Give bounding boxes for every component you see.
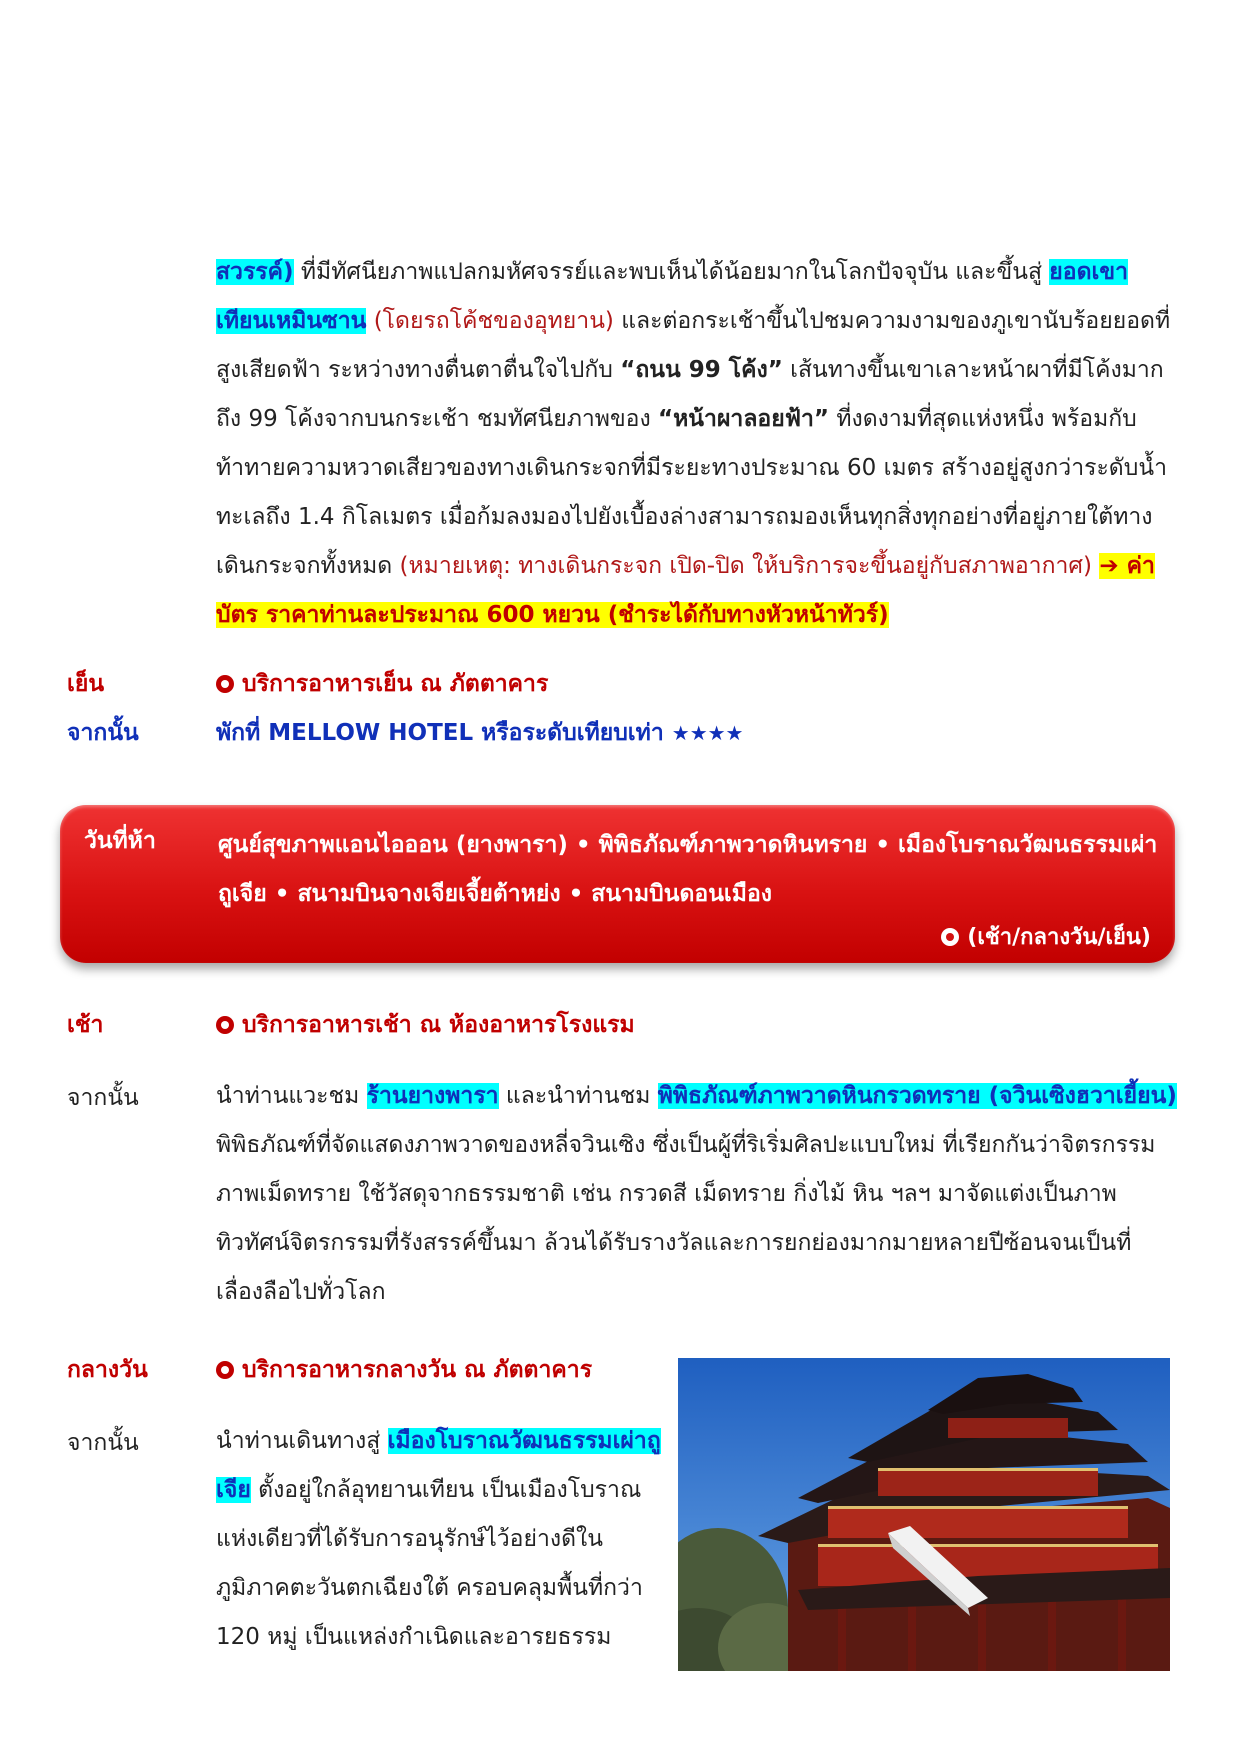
- visit1-then-label: จากนั้น: [67, 1085, 139, 1111]
- star-rating-icon: ★★★★: [671, 721, 744, 745]
- breakfast-text: บริการอาหารเช้า ณ ห้องอาหารโรงแรม: [242, 1012, 635, 1038]
- hotel-text: พักที่ MELLOW HOTEL หรือระดับเทียบเท่า: [216, 720, 664, 746]
- dish-icon: [216, 675, 234, 693]
- dish-icon: [941, 928, 959, 946]
- hotel-then-label: จากนั้น: [67, 720, 139, 746]
- ticket-fee-note: ➔ ค่าบัตร ราคาท่านละประมาณ 600 หยวน (ชำระได้กับทางหัวหน้าทัวร์): [216, 553, 1155, 628]
- visit1-paragraph: [216, 1072, 1178, 1317]
- hotel-line: [216, 715, 743, 751]
- day5-banner: [60, 805, 1175, 963]
- note-coach-bus: (โดยรถโค้ชของอุทยาน): [366, 308, 614, 334]
- dinner-label: เย็น: [67, 671, 105, 697]
- tujia-pavilion-photo: [678, 1358, 1170, 1671]
- intro-paragraph: [216, 248, 1178, 640]
- highlight-heaven: สวรรค์): [216, 259, 294, 285]
- day5-route: ศูนย์สุขภาพแอนไอออน (ยางพารา) • พิพิธภัณฑ์ภาพวาดหินทราย • เมืองโบราณวัฒนธรรมเผ่าถูเจีย • สนามบินจางเจียเจี้ยต้าหย่ง • สนามบินดอนเมือง: [218, 832, 1158, 907]
- dish-icon: [216, 1361, 234, 1379]
- highlight-tujia-town: เมืองโบราณวัฒนธรรมเผ่าถูเจีย: [216, 1428, 661, 1503]
- dish-icon: [216, 1016, 234, 1034]
- visit1-text-3: พิพิธภัณฑ์ที่จัดแสดงภาพวาดของหลี่จวินเซิง ซึ่งเป็นผู้ที่ริเริ่มศิลปะแบบใหม่ ที่เรียกกันว่าจิตรกรรมภาพเม็ดทราย ใช้วัสดุจากธรรมชาติ เช่น กรวดสี เม็ดทราย กิ่งไม้ หิน ฯลฯ มาจัดแต่งเป็นภาพทิวทัศน์จิตรกรรมที่รังสรรค์ขึ้นมา ล้วนได้รับรางวัลและการยกย่องมากมายหลายปีซ้อนจนเป็นที่เลื่องลือไปทั่วโลก: [216, 1132, 1156, 1305]
- road-99-bends: “ถนน 99 โค้ง”: [620, 357, 783, 383]
- day5-meals: [941, 919, 1151, 954]
- visit2-paragraph: [216, 1417, 664, 1662]
- intro-text-3: เส้นทางขึ้นเขาเลาะหน้าผาที่มีโค้งมากถึง 99 โค้งจากบนกระเช้า ชมทัศนียภาพของ: [216, 357, 1164, 432]
- intro-text-4: ที่งดงามที่สุดแห่งหนึ่ง พร้อมกับท้าทายความหวาดเสียวของทางเดินกระจกที่มีระยะทางประมาณ 60 เมตร สร้างอยู่สูงกว่าระดับน้ำทะเลถึง 1.4 กิโลเมตร เมื่อก้มลงมองไปยังเบื้องล่างสามารถมองเห็นทุกสิ่งทุกอย่างที่อยู่ภายใต้ทางเดินกระจกทั้งหมด: [216, 406, 1167, 579]
- lunch-service: [216, 1352, 592, 1388]
- intro-text-2: และต่อกระเช้าขึ้นไปชมความงามของภูเขานับร้อยยอดที่สูงเสียดฟ้า ระหว่างทางตื่นตาตื่นใจไปกับ: [216, 308, 1171, 383]
- highlight-tianmen-peak: ยอดเขาเทียนเหมินซาน: [216, 259, 1129, 334]
- highlight-sand-museum: พิพิธภัณฑ์ภาพวาดหินกรวดทราย (จวินเซิงฮวาเยี้ยน): [657, 1083, 1177, 1109]
- highlight-rubber-shop: ร้านยางพารา: [366, 1083, 499, 1109]
- lunch-text: บริการอาหารกลางวัน ณ ภัตตาคาร: [242, 1357, 593, 1383]
- day5-label: วันที่ห้า: [84, 828, 156, 854]
- dinner-service: [216, 666, 548, 702]
- breakfast-label: เช้า: [67, 1012, 104, 1038]
- glass-walk-remark: (หมายเหตุ: ทางเดินกระจก เปิด-ปิด ให้บริการจะขึ้นอยู่กับสภาพอากาศ): [392, 553, 1093, 579]
- visit1-text-2: และนำท่านชม: [498, 1083, 658, 1109]
- lunch-label: กลางวัน: [67, 1357, 148, 1383]
- visit1-text-1: นำท่านแวะชม: [216, 1083, 367, 1109]
- dinner-text: บริการอาหารเย็น ณ ภัตตาคาร: [242, 671, 549, 697]
- visit2-text-1: นำท่านเดินทางสู่: [216, 1428, 388, 1454]
- visit2-then-label: จากนั้น: [67, 1430, 139, 1456]
- day5-meals-text: (เช้า/กลางวัน/เย็น): [967, 925, 1151, 950]
- sky-cliff: “หน้าผาลอยฟ้า”: [658, 406, 830, 432]
- breakfast-service: [216, 1007, 635, 1043]
- visit2-text-2: ตั้งอยู่ใกล้อุทยานเทียน เป็นเมืองโบราณแห่งเดียวที่ได้รับการอนุรักษ์ไว้อย่างดีในภูมิภาคตะวันตกเฉียงใต้ ครอบคลุมพื้นที่กว่า 120 หมู่ เป็นแหล่งกำเนิดและอารยธรรม: [216, 1477, 643, 1650]
- intro-text-1: ที่มีทัศนียภาพแปลกมหัศจรรย์และพบเห็นได้น้อยมากในโลกปัจจุบัน และขึ้นสู่: [293, 259, 1050, 285]
